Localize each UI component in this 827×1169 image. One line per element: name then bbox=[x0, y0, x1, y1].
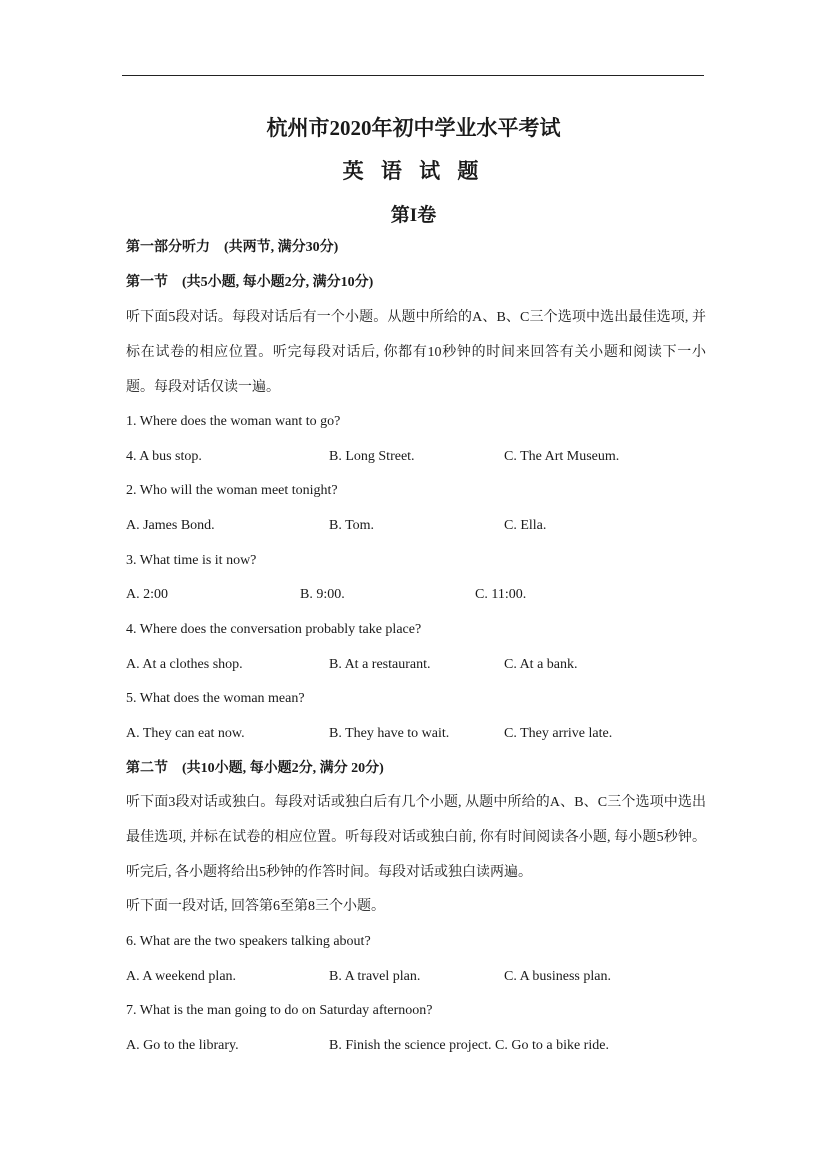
option-c: C. The Art Museum. bbox=[504, 449, 620, 464]
option-a: A. 2:00 bbox=[126, 587, 168, 602]
subject-title: 英 语 试 题 bbox=[342, 159, 485, 183]
volume-title: 第I卷 bbox=[390, 205, 437, 226]
question-stem: 7. What is the man going to do on Saturday afternoon? bbox=[126, 1003, 433, 1018]
option-a: A. At a clothes shop. bbox=[126, 657, 243, 672]
section2-subinstruction: 听下面一段对话, 回答第6至第8三个小题。 bbox=[126, 899, 385, 914]
section1-instructions: 听下面5段对话。每段对话后有一个小题。从题中所给的A、B、C三个选项中选出最佳选项, 并标在试卷的相应位置。听完每段对话后, 你都有10秒钟的时间来回答有关小题和阅读下一小题。每段对话仅读一遍。 bbox=[126, 310, 706, 395]
option-a: A. They can eat now. bbox=[126, 726, 245, 741]
option-a: A. A weekend plan. bbox=[126, 969, 237, 984]
question-stem: 1. Where does the woman want to go? bbox=[126, 414, 341, 429]
option-b: B. 9:00. bbox=[300, 587, 345, 602]
option-a: A. James Bond. bbox=[126, 518, 215, 533]
option-c: C. Ella. bbox=[504, 518, 547, 533]
question-stem: 3. What time is it now? bbox=[126, 553, 257, 568]
option-a: A. Go to the library. bbox=[126, 1038, 239, 1053]
part1-heading: 第一部分听力 (共两节, 满分30分) bbox=[126, 240, 339, 255]
question-stem: 4. Where does the conversation probably take place? bbox=[126, 622, 422, 637]
option-c: C. 11:00. bbox=[475, 587, 527, 602]
section2-instructions: 听下面3段对话或独白。每段对话或独白后有几个小题, 从题中所给的A、B、C三个选项中选出最佳选项, 并标在试卷的相应位置。听每段对话或独白前, 你有时间阅读各小题, 每小题5秒钟。听完后, 各小题将给出5秒钟的作答时间。每段对话或独白读两遍。 bbox=[126, 795, 706, 880]
option-a: 4. A bus stop. bbox=[126, 449, 202, 464]
option-b: B. They have to wait. bbox=[329, 726, 450, 741]
section2-heading: 第二节 (共10小题, 每小题2分, 满分 20分) bbox=[126, 761, 384, 776]
option-b: B. Tom. bbox=[329, 518, 375, 533]
option-c: C. They arrive late. bbox=[504, 726, 613, 741]
exam-title: 杭州市2020年初中学业水平考试 bbox=[266, 116, 561, 140]
option-b: B. Finish the science project. C. Go to a bike ride. bbox=[329, 1038, 609, 1053]
option-b: B. At a restaurant. bbox=[329, 657, 431, 672]
question-stem: 5. What does the woman mean? bbox=[126, 691, 305, 706]
question-stem: 2. Who will the woman meet tonight? bbox=[126, 483, 338, 498]
section1-heading: 第一节 (共5小题, 每小题2分, 满分10分) bbox=[126, 275, 374, 290]
option-c: C. A business plan. bbox=[504, 969, 611, 984]
question-stem: 6. What are the two speakers talking about? bbox=[126, 934, 371, 949]
option-c: C. At a bank. bbox=[504, 657, 578, 672]
option-b: B. Long Street. bbox=[329, 449, 415, 464]
option-b: B. A travel plan. bbox=[329, 969, 421, 984]
header-rule bbox=[122, 75, 704, 76]
